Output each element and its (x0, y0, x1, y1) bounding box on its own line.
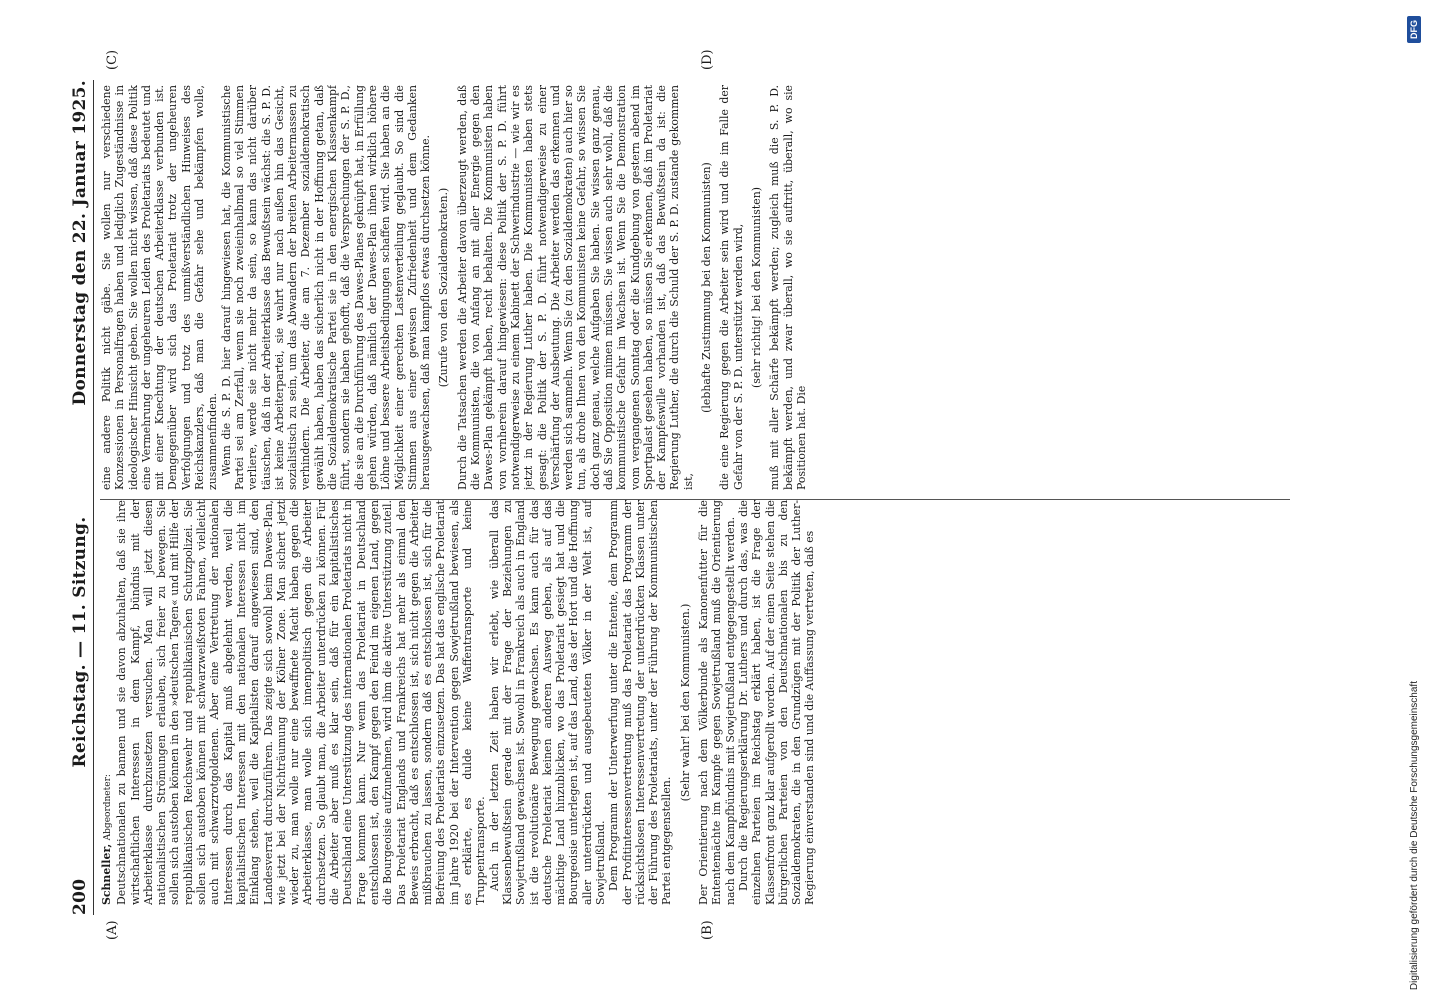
header-title: Reichstag. — 11. Sitzung. (70, 516, 90, 768)
speaker-name: Schneller, (100, 843, 113, 905)
interjection: (lebhafte Zustimmung bei den Kommunisten) (700, 162, 714, 413)
right-column (100, 85, 1290, 490)
paragraph: Durch die Tatsachen werden die Arbeiter davon überzeugt werden, daß die Kommunisten, die von Anfang an mit aller Energie gegen den Dawes-Plan gekämpft haben, recht behalten. Die Kommunisten haben von vornherein darauf hingewiesen: diese Politik der S. P. D. führt notwendigerweise zu einem Kabinett der Schwerindustrie — wie wir es jetzt in der Regierung Luther haben. Die Kommunisten haben stets gesagt: die Politik der S. P. D. führt notwendigerweise zu einer Verschärfung der Ausbeutung. Die Arbeiter werden das erkennen und werden sich sammeln. Wenn Sie (zu den Sozialdemokraten) auch hier so tun, als drohe Ihnen von den Kommunisten keine Gefahr, so wissen Sie doch ganz genau, welche Aufgaben Sie haben. Sie wissen ganz genau, daß Sie Opposition mimen müssen. Sie wissen auch sehr wohl, daß die kommunistische Gefahr im Wachsen ist. Wenn Sie die Demonstration vom vergangenen Sonntag oder die Kundgebung von gestern abend im Sportpalast gesehen haben, so müssen Sie erkennen, daß im Proletariat der Kampfeswille vorhanden ist, daß das Bewußtsein da ist: die Regierung Luther, die durch die Schuld der S. P. D. zustande gekommen ist, (455, 85, 695, 490)
paragraph: muß mit aller Schärfe bekämpft werden; zugleich muß die S. P. D. bekämpft werden, und zwar überall, wo sie auftritt, überall, wo sie Positionen hat. Die (768, 85, 808, 490)
page-header (40, 80, 90, 915)
speaker-line (100, 500, 115, 905)
digitization-sidebar (1400, 10, 1428, 990)
paragraph: eine andere Politik nicht gäbe. Sie wollen nur verschiedene Konzessionen in Personalfragen haben und lediglich Zugeständnisse in ideologischer Hinsicht geben. Sie wollen nicht wissen, daß diese Politik eine Vermehrung der ungeheuren Leiden des Proletariats bedeutet und mit einer Knechtung der deutschen Arbeiterklasse verbunden ist. Demgegenüber wird sich das Proletariat trotz der ungeheuren Verfolgungen und trotz des unmißverständlichen Hinweises des Reichskanzlers, daß man die Gefahr sehe und bekämpfen wolle, zusammenfinden. (100, 85, 220, 490)
margin-marker-d: (D) (700, 49, 715, 70)
margin-marker-a: (A) (105, 920, 120, 940)
paragraph: Durch die Regierungserklärung Dr. Luthers und durch das, was die einzelnen Parteien im Reichstag erklärt haben, ist die Frage der Klassenfront ganz klar aufgerollt worden. Auf der einen Seite stehen die bürgerlichen Parteien von den Deutschnationalen bis zu den Sozialdemokraten, die in den Grundzügen mit der Politik der Luther-Regierung einverstanden sind und die Auffassung vertreten, daß es (736, 500, 817, 905)
margin-marker-b: (B) (700, 920, 715, 940)
left-column (100, 500, 1290, 905)
page-number: 200 (70, 878, 90, 915)
dfg-logo: DFG (1407, 16, 1421, 43)
paragraph: Auch in der letzten Zeit haben wir erlebt, wie überall das Klassenbewußtsein gerade mit der Frage der Beziehungen zu Sowjetrußland gewachsen ist. Sowohl in Frankreich als auch in England ist die revolutionäre Bewegung gewachsen. Es kann auch für das deutsche Proletariat keinen anderen Ausweg geben, als auf das mächtige Land hinzublicken, wo das Proletariat gesiegt hat und die Bourgeoisie unterlegen ist, auf das Land, das der Hort und die Hoffnung aller unterdrückten und ausgebeuteten Völker in der Welt ist, auf Sowjetrußland. (487, 500, 607, 905)
paragraph: Dem Programm der Unterwerfung unter die Entente, dem Programm der Profitinteressenvertretung muß das Proletariat das Programm der rücksichtslosen Interessenvertretung der unterdrückten Klassen unter der Führung des Proletariats, unter der Führung der Kommunistischen Partei entgegenstellen. (607, 500, 674, 905)
interjection: (sehr richtig! bei den Kommunisten) (749, 187, 763, 388)
digitization-note: Digitalisierung gefördert durch die Deutsche Forschungsgemeinschaft (1408, 680, 1420, 990)
header-date: Donnerstag den 22. Januar 1925. (70, 80, 90, 406)
paragraph: die eine Regierung gegen die Arbeiter sein wird und die im Falle der Gefahr von der S. P. D. unterstützt werden wird, (718, 85, 745, 490)
paragraph: Deutschnationalen zu bannen und sie davon abzuhalten, daß sie ihre wirtschaftlichen Interessen in dem Kampf, bündnis mit der Arbeiterklasse durchzusetzen versuchen. Man will jetzt diesen nationalistischen Strömungen erlauben, sich freier zu bewegen. Sie sollen sich austoben können in den »deutschen Tagen« und mit Hilfe der republikanischen Reichswehr und republikanischen Schutzpolizei. Sie sollen sich austoben können mit schwarzweißroten Fahnen, vielleicht auch mit schwarzrotgoldenen. Aber eine Vertretung der nationalen Interessen durch das Kapital muß abgelehnt werden, weil die kapitalistischen Interessen mit den nationalen Interessen nicht im Einklang stehen, weil die Kapitalisten darauf angewiesen sind, den Landesverrat durchzuführen. Das zeigte sich sowohl beim Dawes-Plan, wie jetzt bei der Nichträumung der Kölner Zone. Man sichert jetzt wieder zu, man wolle nur eine bewaffnete Macht haben gegen die Arbeiterklasse, man wolle sich innenpolitisch gegen die Arbeiter durchsetzen. So glaubt man, die Arbeiter unterdrücken zu können. Für die Arbeiter aber muß es klar sein, daß für ein kapitalistisches Deutschland eine Unterstützung des internationalen Proletariats nicht in Frage kommen kann. Nur wenn das Proletariat in Deutschland entschlossen ist, den Kampf gegen den Feind im eigenen Land, gegen die Bourgeoisie aufzunehmen, wird ihm die aktive Unterstützung zuteil. Das Proletariat Englands und Frankreichs hat mehr als einmal den Beweis erbracht, daß es entschlossen ist, sich nicht gegen die Arbeiter mißbrauchen zu lassen, sondern daß es entschlossen ist, sich für die Befreiung des Proletariats einzusetzen. Das hat das englische Proletariat im Jahre 1920 bei der Intervention gegen Sowjetrußland bewiesen, als es erklärte, es dulde keine Waffentransporte und keine Truppentransporte. (115, 500, 488, 905)
header-rule (93, 80, 94, 915)
interjection: (Zurufe von den Sozialdemokraten.) (437, 187, 451, 388)
paragraph: Wenn die S. P. D. hier darauf hingewiesen hat, die Kommunistische Partei sei am Zerfall, wenn sie noch zweieinhalbmal so viel Stimmen verliere, werde sie nicht mehr da sein, so kann das nicht darüber täuschen, daß in der Arbeiterklasse das Bewußtsein wächst: die S. P. D. ist keine Arbeiterpartei, sie wahrt nur nach außen hin das Gesicht, sozialistisch zu sein, um das Abwandern der breiten Arbeitermassen zu verhindern. Die Arbeiter, die am 7. Dezember sozialdemokratisch gewählt haben, haben das sicherlich nicht in der Hoffnung getan, daß die Sozialdemokratische Partei sie in den energischen Klassenkampf führt, sondern sie haben gehofft, daß die Versprechungen der S. P. D., die sie an die Durchführung des Dawes-Planes geknüpft hat, in Erfüllung gehen würden, daß nämlich der Dawes-Plan ihnen wirklich höhere Löhne und bessere Arbeitsbedingungen schaffen wird. Sie haben an die Möglichkeit einer gerechten Lastenverteilung geglaubt. So sind die Stimmen aus einer gewissen Zufriedenheit und dem Gedanken herausgewachsen, daß man kampflos etwas durchsetzen könne. (219, 85, 433, 490)
margin-marker-c: (C) (105, 49, 120, 70)
column-divider (100, 499, 1290, 500)
paragraph: Der Orientierung nach dem Völkerbunde als Kanonenfutter für die Ententemächte im Kampfe gegen Sowjetrußland muß die Orientierung nach dem Kampfbündnis mit Sowjetrußland entgegengestellt werden. (697, 500, 737, 905)
speaker-role: Abgeordneter: (103, 774, 113, 841)
interjection: (Sehr wahr! bei den Kommunisten.) (678, 603, 692, 802)
